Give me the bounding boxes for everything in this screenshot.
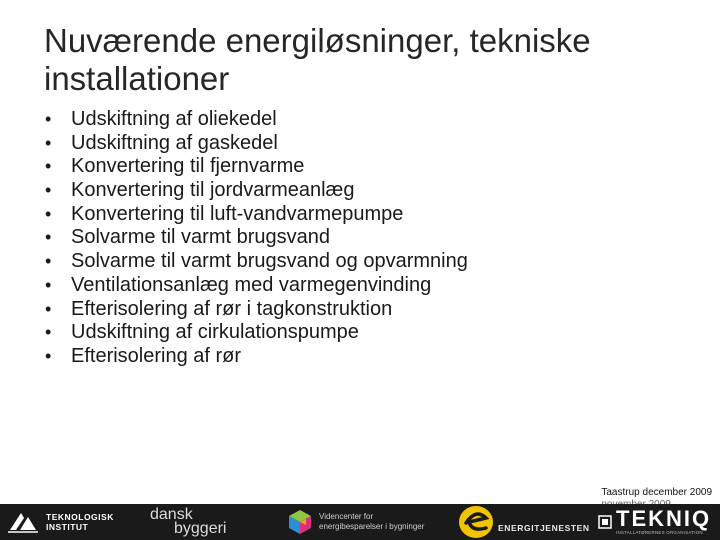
list-item: [44, 321, 684, 345]
danskbyggeri-line2: byggeri: [174, 520, 227, 537]
bullet-text: Konvertering til fjernvarme: [71, 155, 305, 178]
list-item: [44, 250, 684, 274]
slide-title: Nuværende energiløsninger, tekniske installationer: [44, 22, 591, 97]
e-swoosh-icon: [456, 504, 496, 540]
bullet-text: Ventilationsanlæg med varmegenvinding: [71, 273, 432, 296]
bullet-icon: •: [45, 203, 52, 224]
videncenter-logo: [287, 504, 437, 540]
bullet-text: Efterisolering af rør i tagkonstruktion: [71, 297, 393, 320]
tekniq-name: TEKNIQ: [616, 506, 712, 531]
teknologisk-line1: TEKNOLOGISK: [46, 512, 114, 522]
list-item: [44, 226, 684, 250]
teknologisk-line2: INSTITUT: [46, 522, 89, 532]
danskbyggeri-line1: dansk: [150, 506, 193, 523]
footer-place-date: Taastrup december 2009: [601, 487, 712, 498]
bullet-icon: •: [45, 322, 52, 343]
bullet-text: Udskiftning af oliekedel: [71, 108, 277, 130]
bullet-icon: •: [45, 251, 52, 272]
videncenter-line2: energibesparelser i bygninger: [319, 522, 425, 531]
bullet-icon: •: [45, 227, 52, 248]
list-item: [44, 203, 684, 227]
videncenter-cube-icon: [287, 508, 313, 536]
bullet-icon: •: [45, 180, 52, 201]
list-item: [44, 179, 684, 203]
bullet-text: Udskiftning af gaskedel: [71, 131, 278, 154]
bullet-text: Efterisolering af rør: [71, 344, 242, 367]
list-item: [44, 298, 684, 322]
bullet-text: Solvarme til varmt brugsvand: [71, 226, 330, 249]
list-item: [44, 155, 684, 179]
bullet-icon: •: [45, 156, 52, 177]
bullet-icon: •: [45, 274, 52, 295]
bullet-text: Udskiftning af cirkulationspumpe: [71, 321, 359, 344]
dansk-byggeri-logo: [150, 504, 270, 540]
tekniq-logo: [598, 504, 716, 540]
list-item: [44, 132, 684, 156]
teknologisk-institut-logo: [6, 504, 126, 540]
list-item: [44, 345, 684, 369]
bullet-icon: •: [45, 345, 52, 366]
bullet-text: Konvertering til jordvarmeanlæg: [71, 179, 355, 202]
bullet-text: Konvertering til luft-vandvarmepumpe: [71, 202, 404, 225]
tekniq-mark-icon: [598, 515, 612, 529]
partner-logo-bar: [0, 504, 720, 540]
list-item: [44, 108, 684, 132]
videncenter-line1: Videncenter for: [319, 512, 374, 521]
bullet-icon: •: [45, 132, 52, 153]
energitjenesten-name: ENERGITJENESTEN: [498, 523, 590, 533]
energitjenesten-logo: [456, 504, 596, 540]
tekniq-tagline: INSTALLATØRERNES ORGANISATION: [616, 530, 703, 535]
bullet-list: [44, 108, 684, 369]
bullet-text: Solvarme til varmt brugsvand og opvarmning: [71, 250, 468, 273]
bullet-icon: •: [45, 298, 52, 319]
bullet-icon: •: [45, 109, 52, 129]
list-item: [44, 274, 684, 298]
teknologisk-mark-icon: [6, 508, 40, 536]
